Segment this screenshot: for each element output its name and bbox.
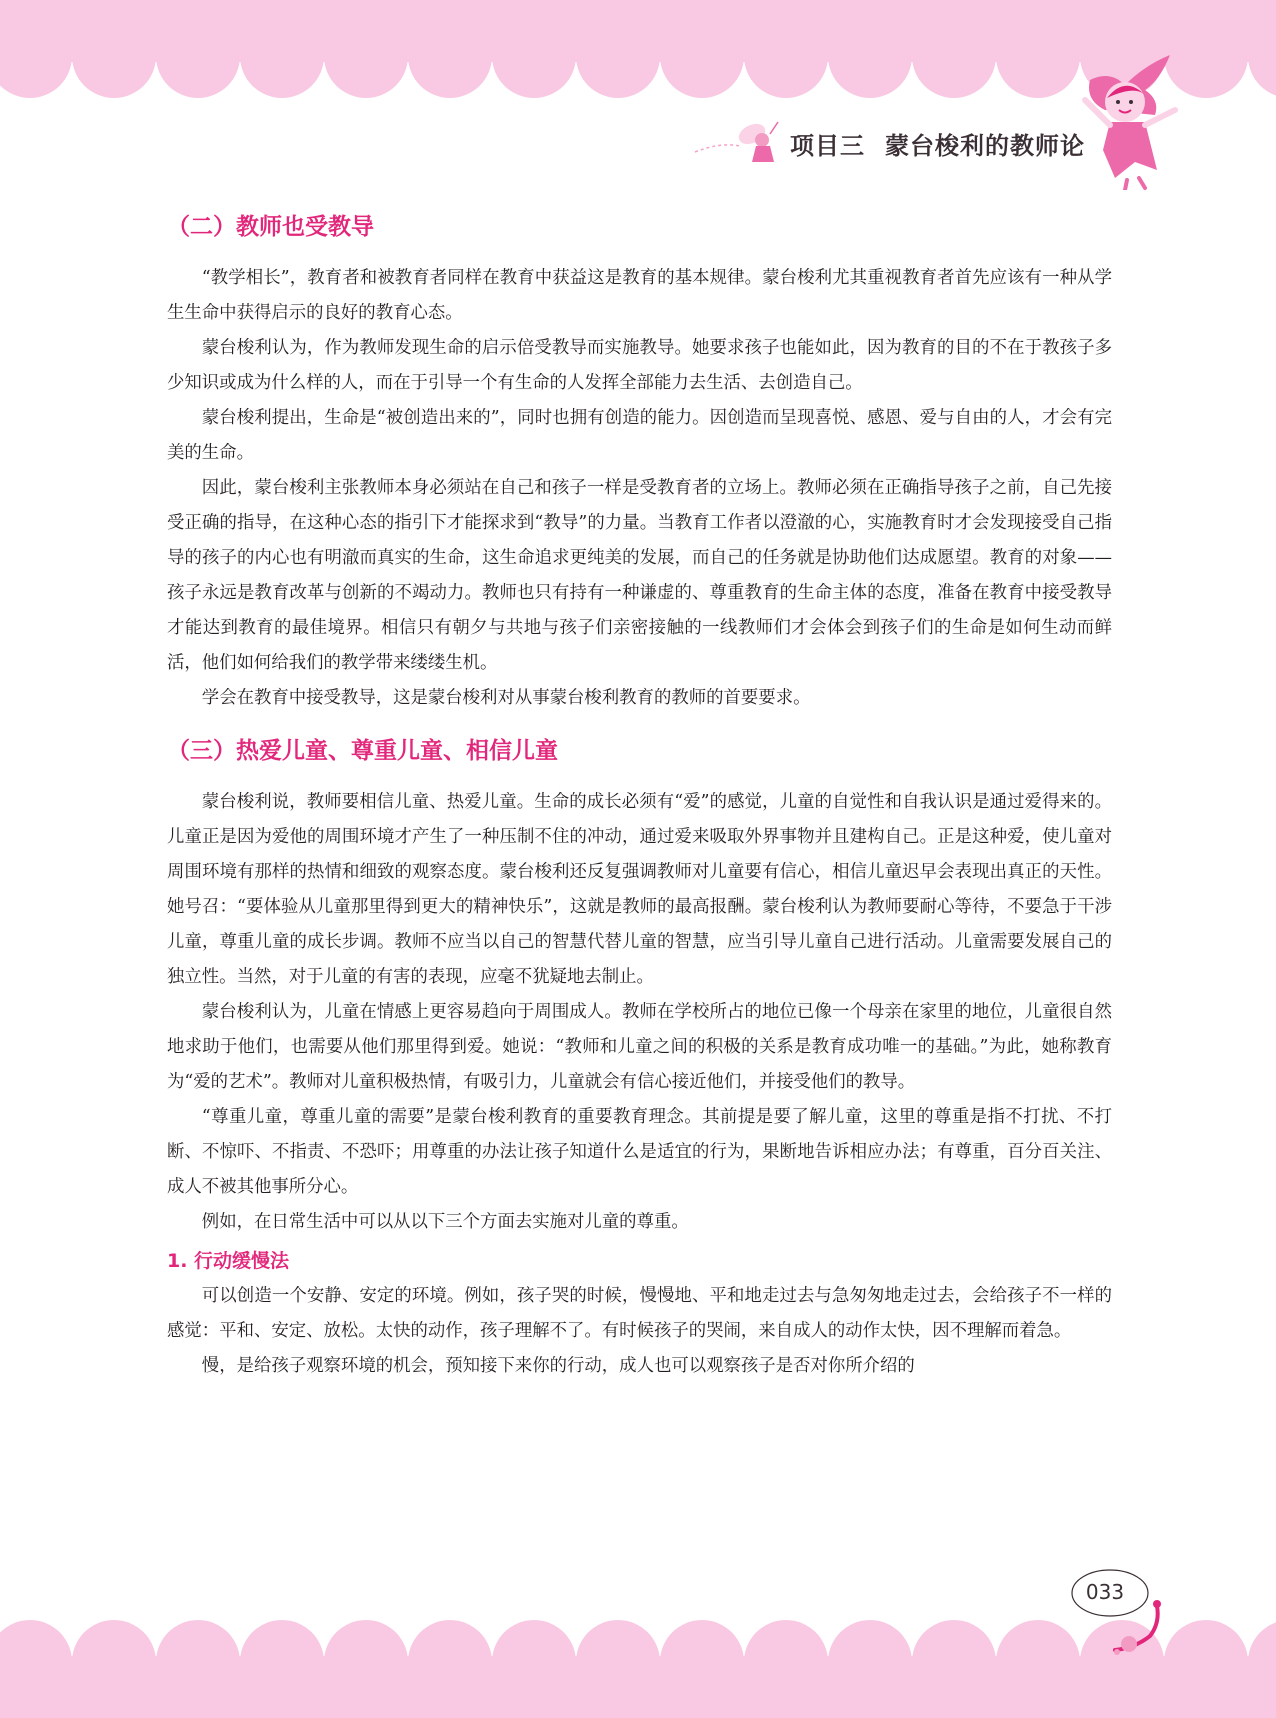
scallop xyxy=(744,14,828,98)
scallop xyxy=(240,14,324,98)
scallop xyxy=(156,14,240,98)
page-number: 033 xyxy=(1085,1580,1125,1604)
scallop xyxy=(828,1620,912,1704)
paragraph: 慢，是给孩子观察环境的机会，预知接下来你的行动，成人也可以观察孩子是否对你所介绍的 xyxy=(201,1356,915,1376)
scallop xyxy=(492,14,576,98)
paragraph: 例如，在日常生活中可以从以下三个方面去实施对儿童的尊重。 xyxy=(201,1212,689,1232)
scallop xyxy=(324,1620,408,1704)
scallop xyxy=(72,14,156,98)
scallop xyxy=(828,14,912,98)
paragraph: 蒙台梭利说，教师要相信儿童、热爱儿童。生命的成长必须有“爱”的感觉，儿童的自觉性和自我认识是通过爱得来的。儿童正是因为爱他的周围环境才产生了一种压制不住的冲动，通过爱来吸取外界事物并且建构自己。正是这种爱，使儿童对周围环境有那样的热情和细致的观察态度。蒙台梭利还反复强调教师对儿童要有信心，相信儿童迟早会表现出真正的天性。她号召：“要体验从儿童那里得到更大的精神快乐”，这就是教师的最高报酬。蒙台梭利认为教师要耐心等待，不要急于干涉儿童，尊重儿童的成长步调。教师不应当以自己的智慧代替儿童的智慧，应当引导儿童自己进行活动。儿童需要发展自己的独立性。当然，对于儿童的有害的表现，应毫不犹疑地去制止。 xyxy=(167,792,1112,987)
paragraph: 学会在教育中接受教导，这是蒙台梭利对从事蒙台梭利教育的教师的首要要求。 xyxy=(201,688,811,708)
small-fairy-icon xyxy=(690,112,785,167)
fairy-girl-illustration-icon xyxy=(1065,40,1195,190)
scallop xyxy=(576,1620,660,1704)
scallop xyxy=(492,1620,576,1704)
scallop xyxy=(408,14,492,98)
scallop xyxy=(996,1620,1080,1704)
chapter-number: 项目三 xyxy=(790,132,865,160)
scallop xyxy=(240,1620,324,1704)
section-heading: （二）教师也受教导 xyxy=(167,214,374,240)
chapter-title xyxy=(790,126,1085,161)
scallop xyxy=(660,1620,744,1704)
paragraph: 可以创造一个安静、安定的环境。例如，孩子哭的时候，慢慢地、平和地走过去与急匆匆地走过去，会给孩子不一样的感觉：平和、安定、放松。太快的动作，孩子理解不了。有时候孩子的哭闹，来自成人的动作太快，因不理解而着急。 xyxy=(167,1286,1112,1341)
chapter-name: 蒙台梭利的教师论 xyxy=(885,132,1085,160)
paragraph: 蒙台梭利提出，生命是“被创造出来的”，同时也拥有创造的能力。因创造而呈现喜悦、感恩、爱与自由的人，才会有完美的生命。 xyxy=(167,408,1112,463)
scallop xyxy=(912,1620,996,1704)
bottom-scalloped-border xyxy=(0,1618,1276,1718)
paragraph: “教学相长”，教育者和被教育者同样在教育中获益这是教育的基本规律。蒙台梭利尤其重视教育者首先应该有一种从学生生命中获得启示的良好的教育心态。 xyxy=(167,268,1112,323)
scallop xyxy=(72,1620,156,1704)
scallop xyxy=(156,1620,240,1704)
scallop xyxy=(744,1620,828,1704)
scallop xyxy=(324,14,408,98)
subsection-heading: 1. 行动缓慢法 xyxy=(167,1250,290,1272)
paragraph: 蒙台梭利认为，儿童在情感上更容易趋向于周围成人。教师在学校所占的地位已像一个母亲在家里的地位，儿童很自然地求助于他们，也需要从他们那里得到爱。她说：“教师和儿童之间的积极的关系是教育成功唯一的基础。”为此，她称教育为“爱的艺术”。教师对儿童积极热情，有吸引力，儿童就会有信心接近他们，并接受他们的教导。 xyxy=(167,1002,1112,1092)
main-content xyxy=(167,200,1112,1384)
paragraph: “尊重儿童，尊重儿童的需要”是蒙台梭利教育的重要教育理念。其前提是要了解儿童，这里的尊重是指不打扰、不打断、不惊吓、不指责、不恐吓；用尊重的办法让孩子知道什么是适宜的行为，果断地告诉相应办法；有尊重，百分百关注、成人不被其他事所分心。 xyxy=(167,1107,1112,1197)
snail-icon xyxy=(1105,1598,1175,1658)
scallop xyxy=(660,14,744,98)
section-heading: （三）热爱儿童、尊重儿童、相信儿童 xyxy=(167,738,558,764)
scallop xyxy=(1164,1620,1248,1704)
paragraph: 因此，蒙台梭利主张教师本身必须站在自己和孩子一样是受教育者的立场上。教师必须在正确指导孩子之前，自己先接受正确的指导，在这种心态的指引下才能探求到“教导”的力量。当教育工作者以澄澈的心，实施教育时才会发现接受自己指导的孩子的内心也有明澈而真实的生命，这生命追求更纯美的发展，而自己的任务就是协助他们达成愿望。教育的对象——孩子永远是教育改革与创新的不竭动力。教师也只有持有一种谦虚的、尊重教育的生命主体的态度，准备在教育中接受教导才能达到教育的最佳境界。相信只有朝夕与共地与孩子们亲密接触的一线教师们才会体会到孩子们的生命是如何生动而鲜活，他们如何给我们的教学带来缕缕生机。 xyxy=(167,478,1112,673)
scallop xyxy=(408,1620,492,1704)
scallop xyxy=(576,14,660,98)
paragraph: 蒙台梭利认为，作为教师发现生命的启示倍受教导而实施教导。她要求孩子也能如此，因为教育的目的不在于教孩子多少知识或成为什么样的人，而在于引导一个有生命的人发挥全部能力去生活、去创造自己。 xyxy=(167,338,1112,393)
scallop xyxy=(912,14,996,98)
